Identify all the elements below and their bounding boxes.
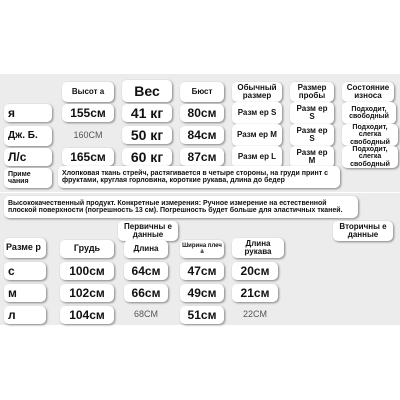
cell-shoulder: 47см bbox=[180, 262, 224, 280]
cell-chest: 102см bbox=[60, 284, 114, 302]
cell-sleeve: 20см bbox=[232, 262, 278, 280]
header-weight: Вес bbox=[122, 80, 172, 102]
header-chest: Грудь bbox=[60, 240, 114, 258]
cell-height: 155см bbox=[62, 104, 114, 122]
cell-usual-size: Разм ер М bbox=[232, 124, 282, 146]
cell-tried-size: Разм ер S bbox=[290, 124, 334, 146]
header-wear-fit: Состояние износа bbox=[342, 82, 394, 102]
header-length: Длина bbox=[124, 240, 168, 258]
group-primary-data: Первичны е данные bbox=[118, 221, 178, 241]
cell-bust: 87см bbox=[180, 148, 224, 166]
row-label-ls: Л/с bbox=[4, 148, 52, 166]
cell-bust: 84см bbox=[180, 126, 224, 144]
cell-wear-fit: Подходит, слегка свободный bbox=[342, 146, 398, 168]
cell-length: 68CM bbox=[133, 309, 158, 320]
size-label-m: м bbox=[4, 284, 46, 302]
header-shoulder: Ширина плеч а bbox=[180, 240, 224, 258]
cell-sleeve: 21см bbox=[232, 284, 278, 302]
header-usual-size: Обычный размер bbox=[232, 82, 282, 102]
cell-wear-fit: Подходит, свободный bbox=[342, 102, 396, 124]
cell-usual-size: Разм ер S bbox=[232, 102, 282, 124]
cell-tried-size: Разм ер S bbox=[290, 102, 334, 124]
cell-chest: 100см bbox=[60, 262, 114, 280]
header-size: Разме р bbox=[4, 238, 46, 258]
size-label-s: с bbox=[4, 262, 46, 280]
cell-height: 160CM bbox=[73, 130, 103, 141]
header-tried-size: Размер пробы bbox=[290, 82, 334, 102]
size-label-l: л bbox=[4, 306, 46, 324]
group-secondary-data: Вторичны е данные bbox=[333, 221, 393, 241]
cell-weight: 60 кг bbox=[122, 148, 172, 166]
cell-sleeve: 22CM bbox=[242, 309, 267, 320]
row-label-jb: Дж. Б. bbox=[4, 126, 52, 146]
cell-shoulder: 51см bbox=[180, 306, 224, 324]
cell-length: 66см bbox=[124, 284, 168, 302]
header-height: Высот а bbox=[62, 82, 114, 102]
notes-text: Хлопковая ткань стрейч, растягивается в четыре стороны, на груди принт с фруктами, круглая горловина, короткие рукава, длина до бедер bbox=[58, 166, 340, 188]
header-sleeve: Длина рукава bbox=[232, 238, 284, 258]
measurement-intro: Высококачественный продукт. Конкретные измерения: Ручное измерение на естественной плоской поверхности (погрешность 13 см). Погрешность будет больше для эластичных тканей. bbox=[4, 196, 358, 218]
cell-shoulder: 49см bbox=[180, 284, 224, 302]
cell-usual-size: Разм ер L bbox=[232, 146, 282, 168]
cell-height: 165см bbox=[62, 148, 114, 166]
cell-length: 64см bbox=[124, 262, 168, 280]
cell-chest: 104см bbox=[60, 306, 114, 324]
header-bust: Бюст bbox=[180, 82, 224, 102]
cell-wear-fit: Подходит, слегка свободный bbox=[342, 124, 398, 146]
row-label-me: я bbox=[4, 104, 52, 122]
cell-tried-size: Разм ер М bbox=[290, 146, 334, 168]
cell-weight: 50 кг bbox=[122, 126, 172, 144]
cell-weight: 41 кг bbox=[122, 104, 172, 122]
cell-bust: 80см bbox=[180, 104, 224, 122]
notes-label: Приме чания bbox=[4, 168, 52, 188]
